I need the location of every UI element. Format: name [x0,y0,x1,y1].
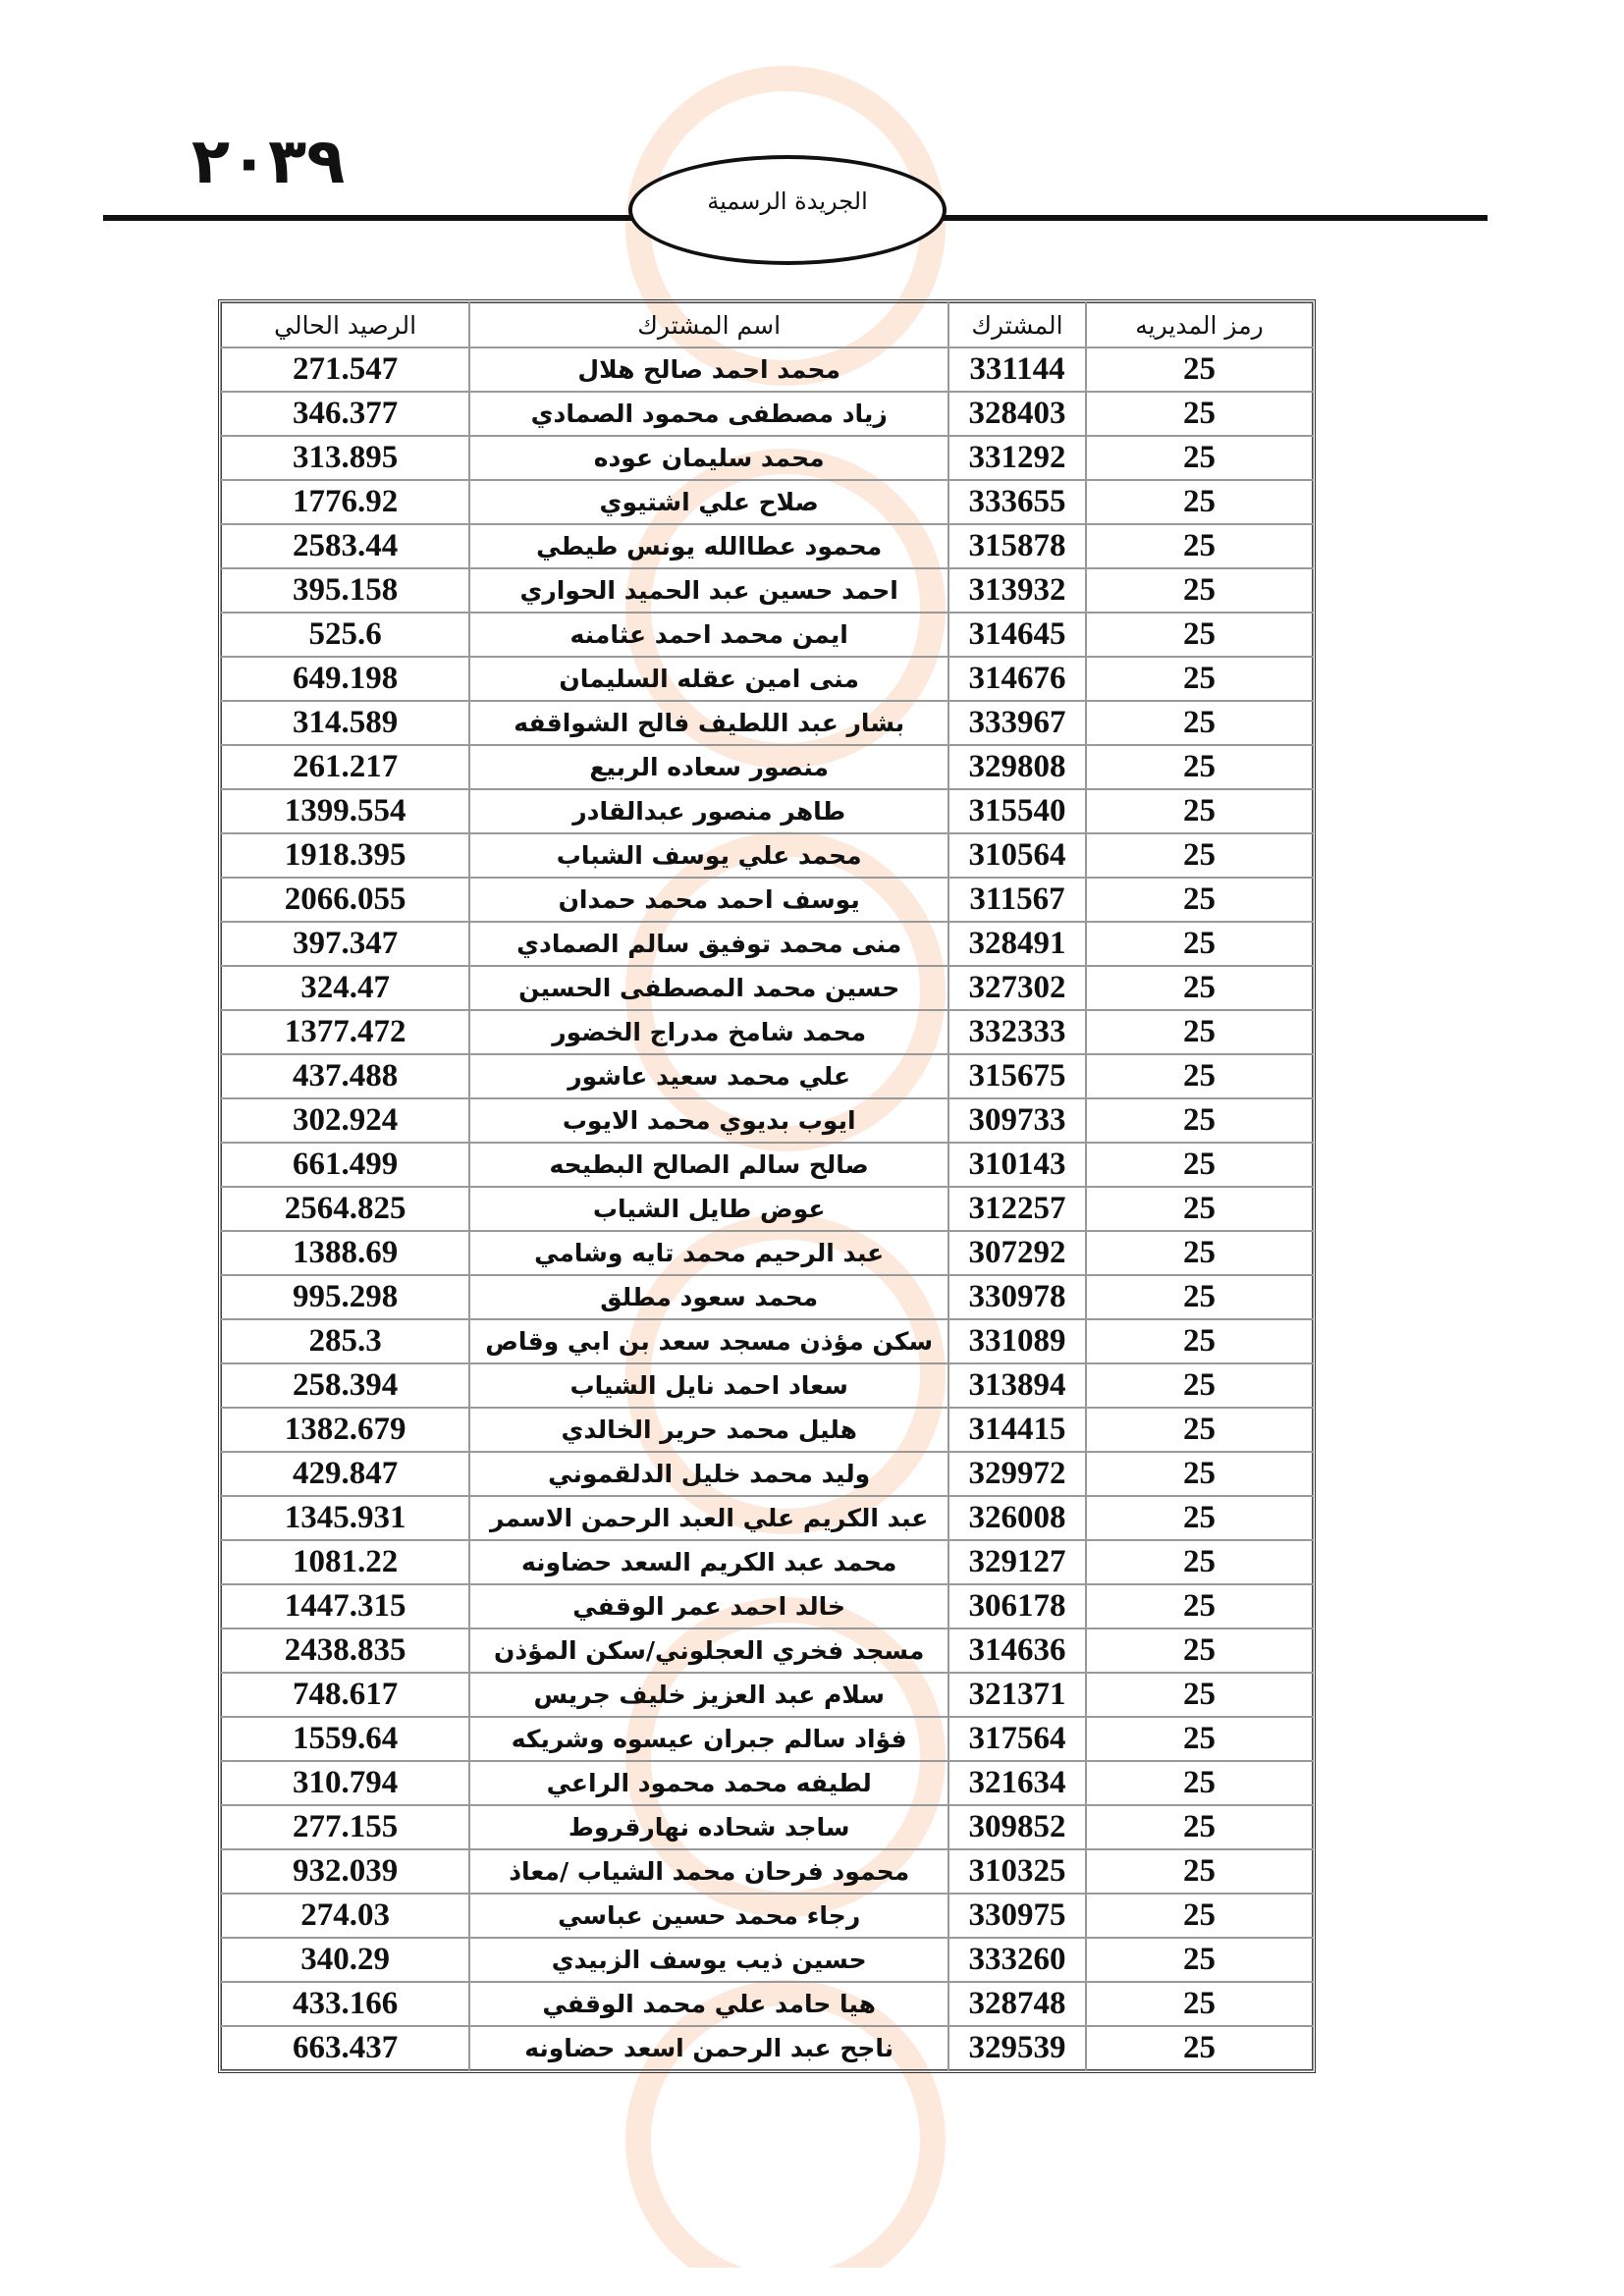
cell-directorate-code: 25 [1086,1717,1313,1761]
table-row [221,1717,1313,1761]
cell-subscriber-name: ساجد شحاده نهارقروط [469,1805,948,1849]
table-row [221,1629,1313,1673]
cell-subscriber-name: سكن مؤذن مسجد سعد بن ابي وقاص [469,1319,948,1363]
cell-current-balance: 748.617 [221,1673,469,1717]
cell-current-balance: 649.198 [221,657,469,701]
cell-directorate-code: 25 [1086,1452,1313,1496]
cell-subscriber-name: صالح سالم الصالح البطيحه [469,1143,948,1187]
cell-directorate-code: 25 [1086,1319,1313,1363]
cell-current-balance: 261.217 [221,745,469,789]
cell-current-balance: 2438.835 [221,1629,469,1673]
cell-directorate-code: 25 [1086,480,1313,524]
cell-current-balance: 285.3 [221,1319,469,1363]
cell-subscriber-name: عوض طايل الشياب [469,1187,948,1231]
table-row [221,480,1313,524]
cell-current-balance: 313.895 [221,436,469,480]
cell-current-balance: 271.547 [221,347,469,392]
cell-subscriber-number: 315540 [948,789,1086,833]
column-header-subscriber-number: المشترك [948,302,1086,347]
cell-subscriber-name: هيا حامد علي محمد الوقفي [469,1982,948,2026]
cell-subscriber-name: بشار عبد اللطيف فالح الشواقفه [469,701,948,745]
cell-subscriber-name: علي محمد سعيد عاشور [469,1054,948,1098]
cell-directorate-code: 25 [1086,1938,1313,1982]
column-header-current-balance: الرصيد الحالي [221,302,469,347]
cell-current-balance: 429.847 [221,1452,469,1496]
cell-directorate-code: 25 [1086,657,1313,701]
cell-subscriber-number: 329127 [948,1540,1086,1584]
table-row [221,1408,1313,1452]
cell-current-balance: 397.347 [221,922,469,966]
cell-current-balance: 1345.931 [221,1496,469,1540]
table-row [221,1054,1313,1098]
cell-subscriber-name: منى امين عقله السليمان [469,657,948,701]
table-row [221,1187,1313,1231]
cell-subscriber-name: حسين محمد المصطفى الحسين [469,966,948,1010]
cell-subscriber-name: سلام عبد العزيز خليف جريس [469,1673,948,1717]
cell-directorate-code: 25 [1086,1098,1313,1143]
cell-subscriber-number: 309733 [948,1098,1086,1143]
table-row [221,878,1313,922]
table-row [221,1275,1313,1319]
cell-directorate-code: 25 [1086,613,1313,657]
subscribers-table [218,299,1316,2073]
cell-subscriber-number: 321371 [948,1673,1086,1717]
cell-directorate-code: 25 [1086,922,1313,966]
cell-subscriber-number: 313894 [948,1363,1086,1408]
table-row [221,745,1313,789]
cell-subscriber-number: 333260 [948,1938,1086,1982]
table-row [221,1098,1313,1143]
cell-directorate-code: 25 [1086,1143,1313,1187]
table-row [221,1010,1313,1054]
cell-subscriber-name: محمد احمد صالح هلال [469,347,948,392]
cell-subscriber-number: 317564 [948,1717,1086,1761]
cell-directorate-code: 25 [1086,1849,1313,1894]
table-row [221,392,1313,436]
cell-current-balance: 525.6 [221,613,469,657]
cell-subscriber-number: 310325 [948,1849,1086,1894]
cell-subscriber-number: 331144 [948,347,1086,392]
cell-current-balance: 324.47 [221,966,469,1010]
cell-directorate-code: 25 [1086,1540,1313,1584]
table-row [221,1982,1313,2026]
cell-current-balance: 437.488 [221,1054,469,1098]
table-row [221,1938,1313,1982]
cell-directorate-code: 25 [1086,1894,1313,1938]
cell-subscriber-number: 313932 [948,568,1086,613]
cell-directorate-code: 25 [1086,1629,1313,1673]
cell-subscriber-number: 328403 [948,392,1086,436]
cell-current-balance: 277.155 [221,1805,469,1849]
table-row [221,1673,1313,1717]
table-header-row [221,302,1313,347]
cell-subscriber-number: 331089 [948,1319,1086,1363]
cell-directorate-code: 25 [1086,1982,1313,2026]
cell-subscriber-name: محمد عبد الكريم السعد حضاونه [469,1540,948,1584]
cell-current-balance: 1382.679 [221,1408,469,1452]
cell-subscriber-name: محمد علي يوسف الشباب [469,833,948,878]
cell-subscriber-number: 310143 [948,1143,1086,1187]
cell-subscriber-name: رجاء محمد حسين عباسي [469,1894,948,1938]
cell-subscriber-number: 312257 [948,1187,1086,1231]
cell-subscriber-number: 329972 [948,1452,1086,1496]
table-row [221,2026,1313,2070]
cell-subscriber-number: 329808 [948,745,1086,789]
cell-subscriber-number: 332333 [948,1010,1086,1054]
cell-subscriber-number: 314415 [948,1408,1086,1452]
cell-directorate-code: 25 [1086,524,1313,568]
cell-current-balance: 1776.92 [221,480,469,524]
column-header-directorate-code: رمز المديريه [1086,302,1313,347]
cell-subscriber-name: محمود عطاالله يونس طيطي [469,524,948,568]
cell-subscriber-number: 315878 [948,524,1086,568]
cell-subscriber-number: 310564 [948,833,1086,878]
cell-subscriber-name: لطيفه محمد محمود الراعي [469,1761,948,1805]
publication-title: الجريدة الرسمية [707,187,868,215]
cell-directorate-code: 25 [1086,436,1313,480]
cell-subscriber-number: 328491 [948,922,1086,966]
cell-current-balance: 258.394 [221,1363,469,1408]
table-row [221,1319,1313,1363]
cell-subscriber-number: 306178 [948,1584,1086,1629]
cell-subscriber-name: فؤاد سالم جبران عيسوه وشريكه [469,1717,948,1761]
cell-subscriber-number: 315675 [948,1054,1086,1098]
cell-current-balance: 274.03 [221,1894,469,1938]
cell-subscriber-name: منصور سعاده الربيع [469,745,948,789]
publication-title-oval [628,155,947,265]
cell-directorate-code: 25 [1086,2026,1313,2070]
cell-directorate-code: 25 [1086,833,1313,878]
cell-current-balance: 1918.395 [221,833,469,878]
cell-subscriber-number: 309852 [948,1805,1086,1849]
cell-directorate-code: 25 [1086,701,1313,745]
cell-current-balance: 346.377 [221,392,469,436]
cell-current-balance: 995.298 [221,1275,469,1319]
cell-subscriber-name: طاهر منصور عبدالقادر [469,789,948,833]
cell-subscriber-name: عبد الكريم علي العبد الرحمن الاسمر [469,1496,948,1540]
cell-current-balance: 314.589 [221,701,469,745]
cell-subscriber-name: صلاح علي اشتيوي [469,480,948,524]
cell-directorate-code: 25 [1086,568,1313,613]
cell-subscriber-number: 314676 [948,657,1086,701]
cell-subscriber-name: مسجد فخري العجلوني/سكن المؤذن [469,1629,948,1673]
table-row [221,789,1313,833]
page-number: ٢٠٣٩ [191,126,346,198]
table-row [221,833,1313,878]
cell-directorate-code: 25 [1086,1673,1313,1717]
cell-subscriber-name: ناجح عبد الرحمن اسعد حضاونه [469,2026,948,2070]
cell-current-balance: 663.437 [221,2026,469,2070]
cell-subscriber-number: 333655 [948,480,1086,524]
cell-directorate-code: 25 [1086,1231,1313,1275]
cell-directorate-code: 25 [1086,1496,1313,1540]
cell-current-balance: 2564.825 [221,1187,469,1231]
cell-subscriber-name: حسين ذيب يوسف الزبيدي [469,1938,948,1982]
cell-subscriber-name: محمد سليمان عوده [469,436,948,480]
cell-directorate-code: 25 [1086,1584,1313,1629]
cell-directorate-code: 25 [1086,1805,1313,1849]
cell-subscriber-number: 311567 [948,878,1086,922]
cell-directorate-code: 25 [1086,392,1313,436]
cell-subscriber-name: وليد محمد خليل الدلقموني [469,1452,948,1496]
cell-subscriber-name: هليل محمد حرير الخالدي [469,1408,948,1452]
table-row [221,1452,1313,1496]
cell-subscriber-number: 330975 [948,1894,1086,1938]
table-row [221,613,1313,657]
cell-subscriber-name: محمد شامخ مدراج الخضور [469,1010,948,1054]
table-row [221,568,1313,613]
cell-subscriber-name: احمد حسين عبد الحميد الحواري [469,568,948,613]
cell-current-balance: 2583.44 [221,524,469,568]
cell-subscriber-name: ايمن محمد احمد عثامنه [469,613,948,657]
table-row [221,1496,1313,1540]
cell-current-balance: 1447.315 [221,1584,469,1629]
cell-directorate-code: 25 [1086,347,1313,392]
table-row [221,701,1313,745]
cell-subscriber-name: خالد احمد عمر الوقفي [469,1584,948,1629]
cell-subscriber-number: 330978 [948,1275,1086,1319]
table-row [221,966,1313,1010]
cell-subscriber-number: 331292 [948,436,1086,480]
cell-subscriber-number: 328748 [948,1982,1086,2026]
cell-current-balance: 1559.64 [221,1717,469,1761]
cell-subscriber-number: 314636 [948,1629,1086,1673]
table-row [221,1363,1313,1408]
cell-subscriber-number: 307292 [948,1231,1086,1275]
cell-subscriber-name: محمد سعود مطلق [469,1275,948,1319]
cell-subscriber-number: 326008 [948,1496,1086,1540]
cell-directorate-code: 25 [1086,1363,1313,1408]
table-row [221,1584,1313,1629]
cell-directorate-code: 25 [1086,966,1313,1010]
table-row [221,347,1313,392]
cell-subscriber-number: 321634 [948,1761,1086,1805]
table-row [221,1540,1313,1584]
table-row [221,1849,1313,1894]
cell-subscriber-name: سعاد احمد نايل الشياب [469,1363,948,1408]
column-header-subscriber-name: اسم المشترك [469,302,948,347]
table-row [221,1894,1313,1938]
cell-current-balance: 302.924 [221,1098,469,1143]
cell-subscriber-number: 329539 [948,2026,1086,2070]
table-row [221,1805,1313,1849]
table-row [221,436,1313,480]
cell-current-balance: 310.794 [221,1761,469,1805]
cell-current-balance: 2066.055 [221,878,469,922]
cell-current-balance: 1399.554 [221,789,469,833]
table-row [221,1231,1313,1275]
cell-subscriber-number: 333967 [948,701,1086,745]
cell-current-balance: 1081.22 [221,1540,469,1584]
cell-directorate-code: 25 [1086,1010,1313,1054]
cell-current-balance: 932.039 [221,1849,469,1894]
cell-current-balance: 340.29 [221,1938,469,1982]
table-row [221,657,1313,701]
table-row [221,524,1313,568]
cell-directorate-code: 25 [1086,1408,1313,1452]
cell-current-balance: 395.158 [221,568,469,613]
cell-subscriber-name: محمود فرحان محمد الشياب /معاذ [469,1849,948,1894]
cell-subscriber-name: منى محمد توفيق سالم الصمادي [469,922,948,966]
cell-current-balance: 1388.69 [221,1231,469,1275]
cell-current-balance: 433.166 [221,1982,469,2026]
table-row [221,1143,1313,1187]
table-row [221,1761,1313,1805]
cell-current-balance: 1377.472 [221,1010,469,1054]
cell-subscriber-name: يوسف احمد محمد حمدان [469,878,948,922]
cell-directorate-code: 25 [1086,1187,1313,1231]
cell-directorate-code: 25 [1086,745,1313,789]
cell-subscriber-number: 327302 [948,966,1086,1010]
cell-subscriber-number: 314645 [948,613,1086,657]
cell-directorate-code: 25 [1086,1054,1313,1098]
cell-current-balance: 661.499 [221,1143,469,1187]
cell-directorate-code: 25 [1086,878,1313,922]
table-row [221,922,1313,966]
cell-subscriber-name: زياد مصطفى محمود الصمادي [469,392,948,436]
cell-directorate-code: 25 [1086,789,1313,833]
cell-subscriber-name: ايوب بديوي محمد الايوب [469,1098,948,1143]
cell-directorate-code: 25 [1086,1761,1313,1805]
cell-directorate-code: 25 [1086,1275,1313,1319]
cell-subscriber-name: عبد الرحيم محمد تايه وشامي [469,1231,948,1275]
